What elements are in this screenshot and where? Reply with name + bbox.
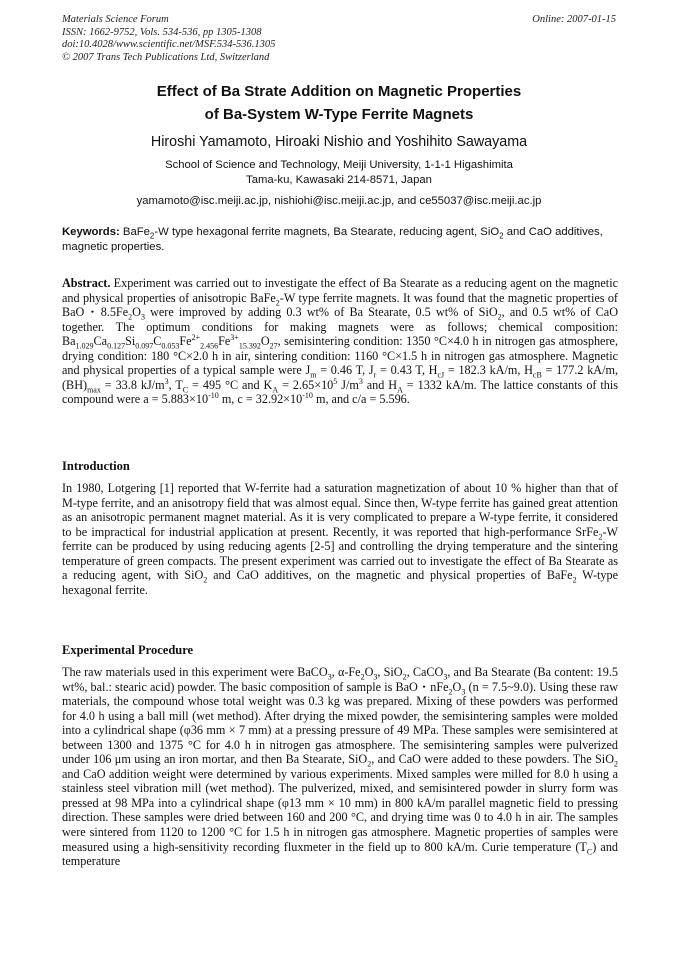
author-list: Hiroshi Yamamoto, Hiroaki Nishio and Yoshihito Sawayama: [150, 134, 528, 150]
journal-name: Materials Science Forum: [62, 14, 169, 25]
keywords-text: BaFe$_2$-W type hexagonal ferrite magnets, Ba Stearate, reducing agent, SiO$_2$ and CaO additives, magnetic properties.: [62, 226, 603, 253]
issn-line: ISSN: 1662-9752, Vols. 534-536, pp 1305-1308: [62, 26, 262, 38]
introduction-heading: Introduction: [62, 459, 130, 473]
experimental-paragraph: The raw materials used in this experiment were BaCO$_3$, $\alpha-Fe_2O_3$, SiO$_2$, CaCO$_3$, and Ba Stearate (Ba content: 19.5 wt%, bal.: stearic acid) powder. The basic composition of sample is BaO・$nFe_2O_3$ (n = 7.5~9.0). Using these raw materials, the compound whose total weight was 0.3 kg was prepared. Mixing of these powders was performed for 4.0 h using a ball mill (wet method). After drying the mixed powder, the semisintering samples were molded into a cylindrical shape (φ36 mm × 7 mm) at a pressing pressure of 49 MPa. These samples were semisintered at between 1300 and 1375 °C for 4.0 h in nitrogen gas atmosphere. The semisintering samples were pulverized under 106 μm using an iron mortar, and then Ba Stearate, SiO$_2$, and CaO were added to these powders. The SiO$_2$ and CaO addition weight were determined by various experiments. Mixed samples were milled for 8.0 h using a stainless steel vibration mill (wet method). The pulverized, mixed, and semisintered powder in slurry form was pressed at 98 MPa into a cylindrical shape (φ13 mm × 10 mm) in 800 kA/m parallel magnetic field to pressing direction. These samples were dried between 160 and 200 °C, and drying time was 0 to 4.0 h in air. The samples were sintered from 1120 to 1200 °C for 1.5 h in nitrogen gas atmosphere. Magnetic properties of samples were measured using a high-sensitivity recording fluxmeter in the field up to 800 kA/m. Curie temperature $(T_C)$ and temperature: [62, 665, 619, 869]
experimental-heading: Experimental Procedure: [62, 643, 194, 657]
online-date: Online: 2007-01-15: [532, 14, 616, 25]
abstract-label: Abstract.: [62, 276, 111, 290]
author-emails: yamamoto@isc.meiji.ac.jp, nishiohi@isc.meiji.ac.jp, and ce55037@isc.meiji.ac.jp: [136, 195, 542, 207]
affiliation-line-1: School of Science and Technology, Meiji University, 1-1-1 Higashimita: [165, 159, 513, 171]
copyright-line: © 2007 Trans Tech Publications Ltd, Switzerland: [62, 51, 270, 63]
paper-title-line-2: of Ba-System W-Type Ferrite Magnets: [204, 106, 474, 123]
abstract-paragraph: [62, 276, 618, 407]
abstract-text: Experiment was carried out to investigate the effect of Ba Stearate as a reducing agent on the magnetic and physical properties of anisotropic BaFe$_2$-W type ferrite magnets. It was found that the magnetic properties of BaO・$8.5Fe_2O_3$ were improved by adding 0.3 wt% of Ba Stearate, 0.5 wt% of SiO$_2$, and 0.5 wt% of CaO together. The optimum conditions for making magnets were as follows; chemical composition: $Ba_{1.029}Ca_{0.127}Si_{0.097}C_{0.053}Fe^{2+}_{2.456}Fe^{3+}_{15.392}O_{27}$, semisintering condition: 1350 °C×4.0 h in nitrogen gas atmosphere, drying condition: 180 °C×2.0 h in air, sintering condition: 1160 °C×1.5 h in nitrogen gas atmosphere. Magnetic and physical properties of a typical sample were $J_m = 0.46$ T, $J_r = 0.43$ T, $H_{cJ} = 182.3$ kA/m, $H_{cB} = 177.2$ kA/m, $(BH)_{max} = 33.8$ $kJ/m^3$, $T_C = 495$ °C and $K_A = 2.65\times 10^5$ $J/m^3$ and $H_A = 1332$ kA/m. The lattice constants of this compound were $a = 5.883\times 10^{-10}$ m, $c = 32.92\times 10^{-10}$ m, and c/a = 5.596.: [62, 276, 619, 407]
doi-line: doi:10.4028/www.scientific.net/MSF.534-536.1305: [62, 39, 276, 50]
affiliation-line-2: Tama-ku, Kawasaki 214-8571, Japan: [246, 174, 432, 186]
keywords-label: Keywords:: [62, 226, 120, 238]
keywords-paragraph: [62, 225, 618, 255]
paper-title-line-1: Effect of Ba Strate Addition on Magnetic Properties: [156, 83, 522, 100]
introduction-paragraph: In 1980, Lotgering [1] reported that W-ferrite had a saturation magnetization of about 10 % higher than that of M-type ferrite, and an anisotropy field that was almost equal. Since then, W-type ferrite has gained great attention as an anisotropic permanent magnet material. As it is very complicated to prepare a W-type ferrite, it considered to be impractical for industrial application at present. Recently, it was reported that high-performance SrFe$_2$-W ferrite can be produced by using reducing agents [2-5] and controlling the drying temperature and the sintering temperature of green compacts. The present experiment was carried out to investigate the effect of Ba Stearate as a reducing agent, with SiO$_2$ and CaO additives, on the magnetic and physical properties of BaFe$_2$ W-type hexagonal ferrite.: [62, 481, 619, 597]
journal-header: [62, 14, 275, 64]
affiliation: [0, 158, 678, 188]
